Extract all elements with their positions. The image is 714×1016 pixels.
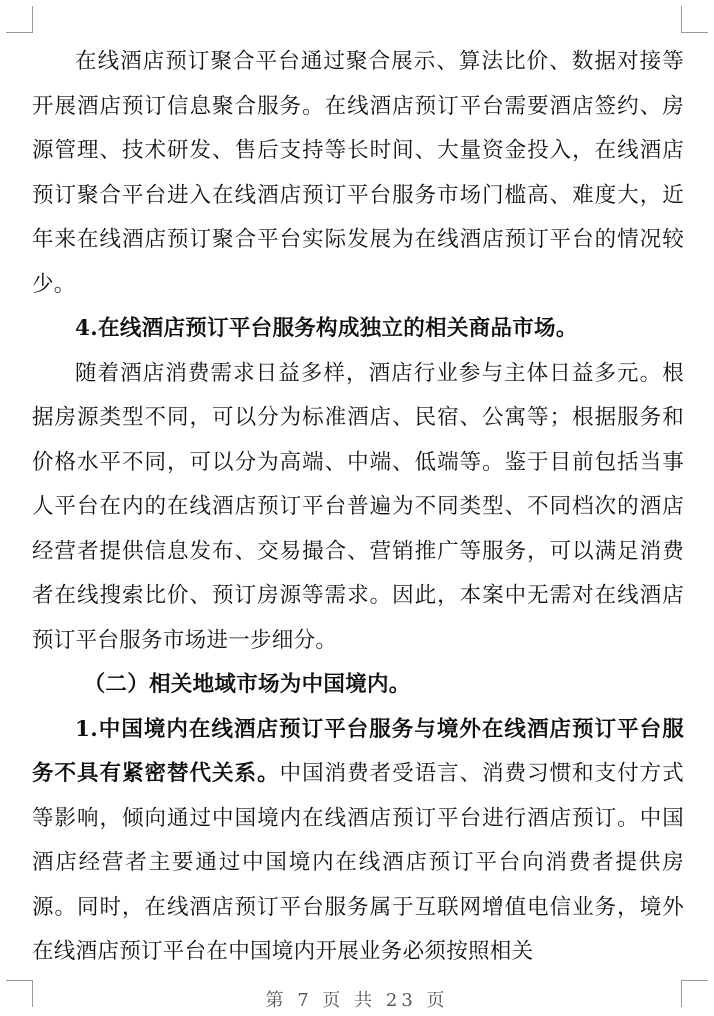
section-heading-independent-market: 4.在线酒店预订平台服务构成独立的相关商品市场。 [75, 316, 578, 341]
crop-mark-top-right [681, 6, 708, 33]
footer-middle: 页 共 [322, 990, 377, 1011]
footer-suffix: 页 [426, 990, 449, 1011]
paragraph-aggregation-platforms: 在线酒店预订聚合平台通过聚合展示、算法比价、数据对接等开展酒店预订信息聚合服务。在线酒店预订平台需要酒店签约、房源管理、技术研发、售后支持等长时间、大量资金投入，在线酒店预订聚合平台进入在线酒店预订平台服务市场门槛高、难度大，近年来在线酒店预订聚合平台实际发展为在线酒店预订平台的情况较少。 [32, 49, 684, 297]
crop-mark-top-left [6, 6, 33, 33]
section-heading-geographic-market: （二）相关地域市场为中国境内。 [83, 672, 411, 697]
paragraph-lead-bold: 1.中国境内在线酒店预订平台服务与境外在线酒店预订平台服务不具有紧密替代关系。 [32, 716, 684, 786]
paragraph-body-text: 中国消费者受语言、消费习惯和支付方式等影响，倾向通过中国境内在线酒店预订平台进行酒店预订。中国酒店经营者主要通过中国境内在线酒店预订平台向消费者提供房源。同时，在线酒店预订平台服务属于互联网增值电信业务，境外在线酒店预订平台在中国境内开展业务必须按照相关 [32, 761, 684, 964]
footer-current-page: 7 [297, 990, 313, 1011]
footer-prefix: 第 [265, 990, 288, 1011]
page-footer [0, 986, 714, 1012]
footer-total-pages: 23 [385, 990, 417, 1011]
paragraph-domestic-vs-foreign [32, 708, 684, 975]
paragraph-market-segmentation: 随着酒店消费需求日益多样，酒店行业参与主体日益多元。根据房源类型不同，可以分为标准酒店、民宿、公寓等；根据服务和价格水平不同，可以分为高端、中端、低端等。鉴于目前包括当事人平台在内的在线酒店预订平台普遍为不同类型、不同档次的酒店经营者提供信息发布、交易撮合、营销推广等服务，可以满足消费者在线搜索比价、预订房源等需求。因此，本案中无需对在线酒店预订平台服务市场进一步细分。 [32, 360, 684, 653]
document-body [32, 40, 684, 975]
